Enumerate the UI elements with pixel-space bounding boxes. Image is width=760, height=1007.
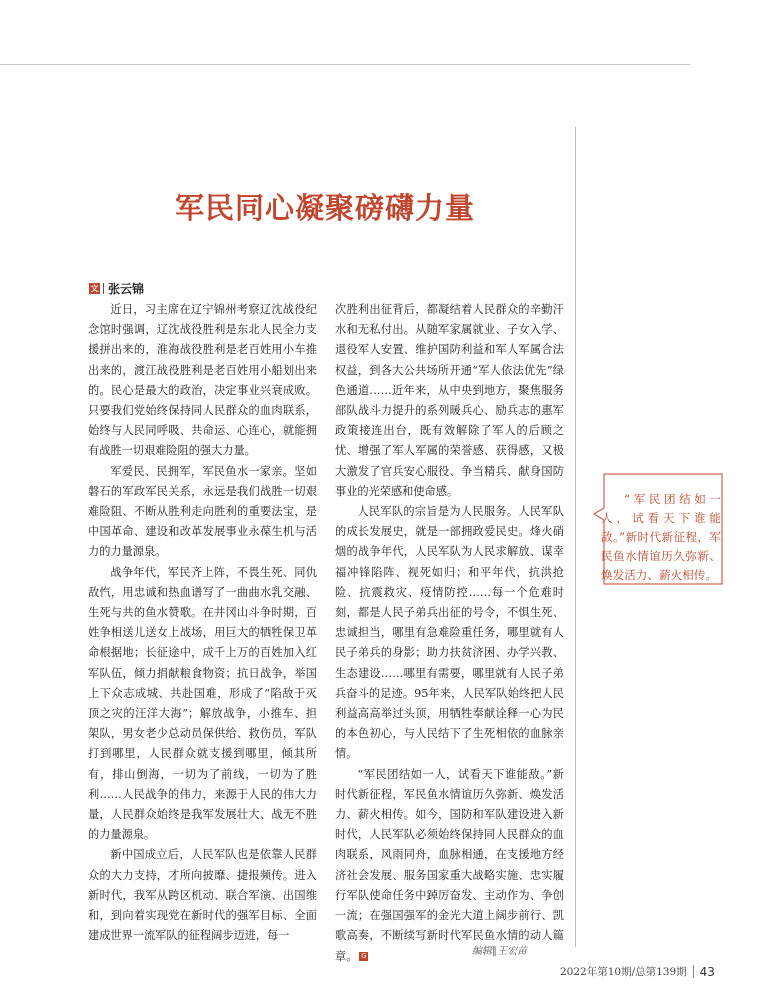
end-mark-icon: G (361, 952, 367, 960)
paragraph (335, 765, 564, 967)
author-name: 张云锦 (108, 281, 145, 296)
paragraph: 近日，习主席在辽宁锦州考察辽沈战役纪念馆时强调，辽沈战役胜利是东北人民全力支援拼出来的，淮海战役胜利是老百姓用小车推出来的，渡江战役胜利是老百姓用小船划出来的。民心是最大的政治，决定事业兴衰成败。只要我们党始终保持同人民群众的血肉联系，始终与人民同呼吸、共命运、心连心，就能拥有战胜一切艰难险阻的强大力量。 (88, 303, 317, 458)
byline (89, 280, 144, 296)
byline-divider (103, 283, 104, 294)
pull-quote-text: “军民团结如一人，试看天下谁能敌。”新时代新征程，军民鱼水情谊历久弥新、焕发活力、薪火相传。 (601, 492, 721, 582)
editor-credit: 编辑∥王宏苗 (472, 946, 527, 957)
paragraph-text: “军民团结如一人，试看天下谁能敌。”新时代新征程，军民鱼水情谊历久弥新、焕发活力、薪火相传。如今，国防和军队建设进入新时代，人民军队必须始终保持同人民群众的血肉联系，风雨同舟，血脉相通，在支援地方经济社会发展、服务国家重大战略实施、忠实履行军队使命任务中踔厉奋发、主动作为、争创一流；在强国强军的金光大道上阔步前行、凯歌高奏，不断续写新时代军民鱼水情的动人篇章。 (335, 767, 564, 963)
paragraph: 人民军队的宗旨是为人民服务。人民军队的成长发展史，就是一部拥政爱民史。烽火硝烟的战争年代，人民军队为人民求解放、谋幸福冲锋陷阵、视死如归；和平年代，抗洪抢险、抗震救灾、疫情防控……每一个危难时刻，都是人民子弟兵出征的号令，不惧生死、忠诚担当，哪里有急难险重任务，哪里就有人民子弟兵的身影；助力扶贫济困、办学兴教、生态建设……哪里有需要，哪里就有人民子弟兵奋斗的足迹。95年来，人民军队始终把人民利益高高举过头顶，用牺牲奉献诠释一心为民的本色初心，与人民结下了生死相依的血脉亲情。 (335, 505, 564, 761)
paragraph: 新中国成立后，人民军队也是依靠人民群众的大力支持，才所向披靡、捷报频传。进入新时代，我军从跨区机动、联合军演、出国维和，到向着实现党在新时代的强军目标、全面建成世界一流军队的征程阔步迈进，每一 (88, 848, 317, 943)
right-column (335, 300, 564, 967)
paragraph: 战争年代，军民齐上阵，不畏生死、同仇敌忾，用忠诚和热血谱写了一曲曲水乳交融、生死与共的鱼水赞歌。在井冈山斗争时期，百姓争相送儿送女上战场，用巨大的牺牲保卫革命根据地；长征途中，成千上万的百姓加入红军队伍，倾力捐献粮食物资；抗日战争，举国上下众志成城、共赴国难，形成了“陷敌于灭顶之灾的汪洋大海”；解放战争，小推车、担架队，男女老少总动员保供给、救伤员，军队打到哪里，人民群众就支援到哪里，倾其所有，排山倒海，一切为了前线，一切为了胜利……人民战争的伟力，来源于人民的伟大力量，人民群众始终是我军发展壮大、战无不胜的力量源泉。 (88, 565, 317, 842)
sidebar-divider (575, 127, 576, 947)
page-number: 43 (699, 964, 715, 979)
paragraph: 次胜利出征背后，都凝结着人民群众的辛勤汗水和无私付出。从随军家属就业、子女入学、退役军人安置、维护国防利益和军人军属合法权益，到各大公共场所开通“军人依法优先”绿色通道……近年来，从中央到地方，聚焦服务部队战斗力提升的系列暖兵心、励兵志的惠军政策接连出台，既有效解除了军人的后顾之忧、增强了军人军属的荣誉感、获得感，又极大激发了官兵安心服役、争当精兵、献身国防事业的光荣感和使命感。 (335, 303, 564, 498)
footer-divider (693, 965, 694, 978)
article-title: 军民同心凝聚磅礴力量 (174, 191, 475, 225)
byline-mark-icon: 文 (90, 283, 99, 293)
page-footer (560, 964, 715, 979)
issue-info: 2022年第10期/总第139期 (560, 966, 687, 978)
left-column (88, 300, 317, 947)
pull-quote (590, 470, 725, 588)
paragraph: 军爱民、民拥军，军民鱼水一家亲。坚如磐石的军政军民关系，永远是我们战胜一切艰难险阻、不断从胜利走向胜利的重要法宝，是中国革命、建设和改革发展事业永葆生机与活力的力量源泉。 (88, 464, 317, 559)
top-divider (0, 64, 690, 65)
